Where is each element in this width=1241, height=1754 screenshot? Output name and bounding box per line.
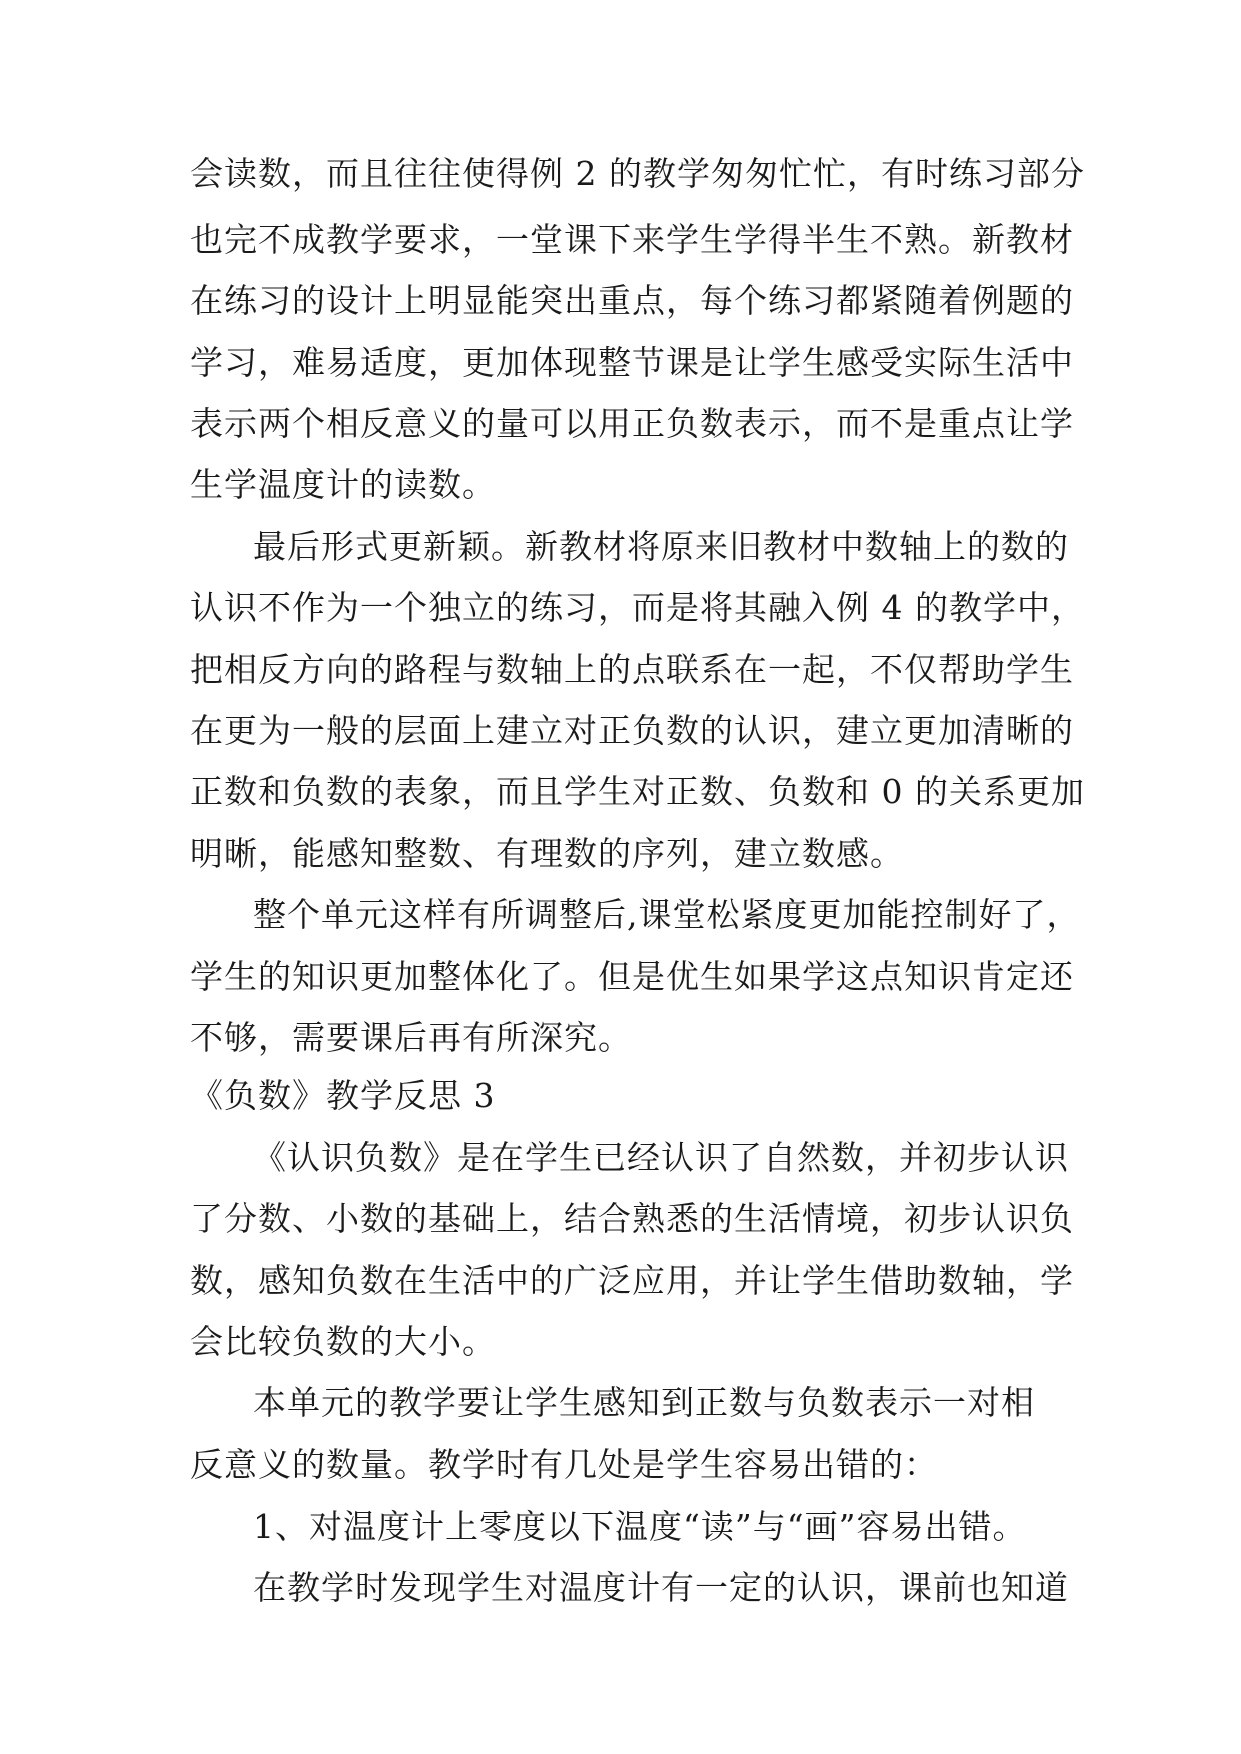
paragraph-first-line: 本单元的教学要让学生感知到正数与负数表示一对相 xyxy=(253,1383,1035,1422)
text-line: 在练习的设计上明显能突出重点，每个练习都紧随着例题的 xyxy=(190,281,1074,320)
text-line: 会比较负数的大小。 xyxy=(190,1322,496,1361)
paragraph-first-line: 整个单元这样有所调整后,课堂松紧度更加能控制好了， xyxy=(253,895,1081,934)
text-line: 也完不成教学要求，一堂课下来学生学得半生不熟。新教材 xyxy=(190,220,1074,259)
text-line: 学习，难易适度，更加体现整节课是让学生感受实际生活中 xyxy=(190,343,1074,382)
text-line: 把相反方向的路程与数轴上的点联系在一起，不仅帮助学生 xyxy=(190,650,1074,689)
text-line: 数，感知负数在生活中的广泛应用，并让学生借助数轴，学 xyxy=(190,1261,1074,1300)
text-line: 表示两个相反意义的量可以用正负数表示，而不是重点让学 xyxy=(190,404,1074,443)
paragraph-first-line: 在教学时发现学生对温度计有一定的认识，课前也知道 xyxy=(253,1568,1069,1607)
list-item: 1、对温度计上零度以下温度“读”与“画”容易出错。 xyxy=(253,1507,1027,1546)
paragraph-first-line: 《认识负数》是在学生已经认识了自然数，并初步认识 xyxy=(253,1138,1069,1177)
text-line: 会读数，而且往往使得例 2 的教学匆匆忙忙，有时练习部分 xyxy=(190,154,1085,193)
text-line: 正数和负数的表象，而且学生对正数、负数和 0 的关系更加 xyxy=(190,772,1085,811)
text-line: 了分数、小数的基础上，结合熟悉的生活情境，初步认识负 xyxy=(190,1199,1074,1238)
text-line: 在更为一般的层面上建立对正负数的认识，建立更加清晰的 xyxy=(190,711,1074,750)
section-heading: 《负数》教学反思 3 xyxy=(190,1076,496,1115)
text-line: 明晰，能感知整数、有理数的序列，建立数感。 xyxy=(190,834,904,873)
paragraph-first-line: 最后形式更新颖。新教材将原来旧教材中数轴上的数的 xyxy=(253,527,1069,566)
text-line: 学生的知识更加整体化了。但是优生如果学这点知识肯定还 xyxy=(190,957,1074,996)
text-line: 反意义的数量。教学时有几处是学生容易出错的： xyxy=(190,1445,938,1484)
text-line: 不够，需要课后再有所深究。 xyxy=(190,1018,632,1057)
text-line: 认识不作为一个独立的练习，而是将其融入例 4 的教学中， xyxy=(190,588,1085,627)
text-line: 生学温度计的读数。 xyxy=(190,465,496,504)
